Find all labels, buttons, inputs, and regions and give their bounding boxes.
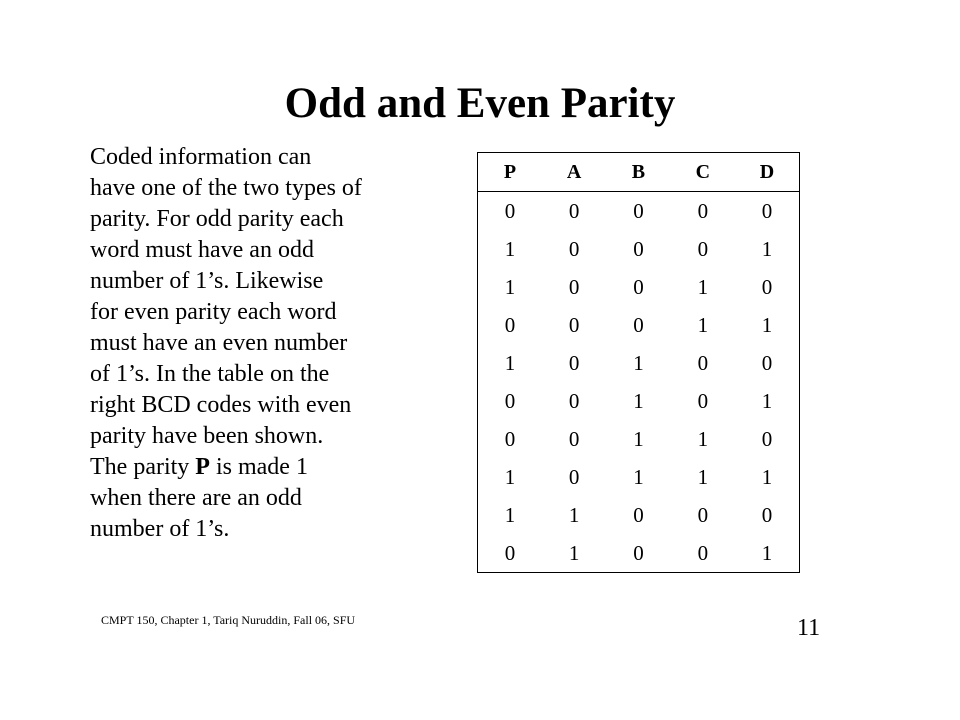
body-line: when there are an odd xyxy=(90,485,302,511)
header-cell-a: A xyxy=(542,153,606,192)
table-row xyxy=(478,496,800,534)
table-header-row xyxy=(478,153,800,192)
body-line: parity. For odd parity each xyxy=(90,206,344,232)
slide-title: Odd and Even Parity xyxy=(284,80,676,127)
table-row xyxy=(478,420,800,458)
table-cell: 1 xyxy=(761,465,773,489)
body-line: number of 1’s. xyxy=(90,516,230,542)
table-cell: 0 xyxy=(633,275,644,299)
table-cell: 0 xyxy=(568,313,580,337)
table-cell: 1 xyxy=(504,503,516,527)
table-cell: 1 xyxy=(504,237,516,261)
body-text-fragment: The parity xyxy=(90,454,196,480)
table-cell: 0 xyxy=(504,199,516,223)
body-line: parity have been shown. xyxy=(90,423,324,449)
table-cell: 0 xyxy=(568,237,580,261)
header-cell-c: C xyxy=(671,153,735,192)
parity-table xyxy=(477,152,800,573)
table-cell: 1 xyxy=(633,465,644,489)
table-cell: 0 xyxy=(633,503,644,527)
table-cell: 1 xyxy=(761,313,773,337)
table-cell: 0 xyxy=(697,389,709,413)
table-cell: 1 xyxy=(568,503,580,527)
body-line: word must have an odd xyxy=(90,237,314,263)
body-paragraph xyxy=(90,142,450,545)
table-row xyxy=(478,306,800,344)
body-line: of 1’s. In the table on the xyxy=(90,361,330,387)
body-line: for even parity each word xyxy=(90,299,337,325)
table-cell: 1 xyxy=(761,541,773,565)
table-cell: 0 xyxy=(761,275,773,299)
body-line: right BCD codes with even xyxy=(90,392,352,418)
footer-credit: CMPT 150, Chapter 1, Tariq Nuruddin, Fall 06, SFU xyxy=(101,613,356,627)
table-cell: 0 xyxy=(568,389,580,413)
table-cell: 1 xyxy=(633,351,644,375)
table-cell: 1 xyxy=(761,389,773,413)
body-line: must have an even number xyxy=(90,330,348,356)
header-cell-d: D xyxy=(735,153,799,192)
table-cell: 0 xyxy=(761,503,773,527)
table-cell: 1 xyxy=(761,237,773,261)
table-cell: 1 xyxy=(504,351,516,375)
table-cell: 0 xyxy=(568,199,580,223)
table-cell: 0 xyxy=(504,427,516,451)
table-row xyxy=(478,382,800,420)
table-cell: 0 xyxy=(697,237,709,261)
body-line: have one of the two types of xyxy=(90,175,362,201)
table-cell: 0 xyxy=(504,389,516,413)
table-cell: 0 xyxy=(697,199,709,223)
table-cell: 1 xyxy=(504,275,516,299)
table-cell: 0 xyxy=(568,465,580,489)
body-line: Coded information can xyxy=(90,144,312,170)
table-cell: 0 xyxy=(633,237,644,261)
body-line: number of 1’s. Likewise xyxy=(90,268,324,294)
table-cell: 0 xyxy=(697,541,709,565)
table-cell: 0 xyxy=(568,275,580,299)
table-cell: 0 xyxy=(633,199,644,223)
table-cell: 0 xyxy=(568,427,580,451)
table-cell: 0 xyxy=(697,503,709,527)
page-number: 11 xyxy=(797,615,821,641)
table-cell: 0 xyxy=(761,427,773,451)
table-cell: 0 xyxy=(504,541,516,565)
table-row xyxy=(478,268,800,306)
table-cell: 0 xyxy=(504,313,516,337)
table-cell: 1 xyxy=(697,313,709,337)
table-cell: 1 xyxy=(568,541,580,565)
table-cell: 0 xyxy=(633,541,644,565)
table-cell: 0 xyxy=(633,313,644,337)
body-line-parity xyxy=(90,452,450,483)
table-cell: 1 xyxy=(633,389,644,413)
table-row xyxy=(478,534,800,573)
table-cell: 0 xyxy=(568,351,580,375)
table-cell: 0 xyxy=(697,351,709,375)
table-cell: 1 xyxy=(697,275,709,299)
header-cell-p: P xyxy=(478,153,542,192)
table-row xyxy=(478,230,800,268)
table-row xyxy=(478,192,800,231)
table-cell: 0 xyxy=(761,199,773,223)
table-cell: 0 xyxy=(761,351,773,375)
table-row xyxy=(478,458,800,496)
table-cell: 1 xyxy=(504,465,516,489)
table-row xyxy=(478,344,800,382)
table-cell: 1 xyxy=(697,465,709,489)
body-text-fragment: is made 1 xyxy=(209,454,308,480)
table-cell: 1 xyxy=(697,427,709,451)
table-cell: 1 xyxy=(633,427,644,451)
header-cell-b: B xyxy=(606,153,670,192)
parity-symbol: P xyxy=(195,454,210,480)
